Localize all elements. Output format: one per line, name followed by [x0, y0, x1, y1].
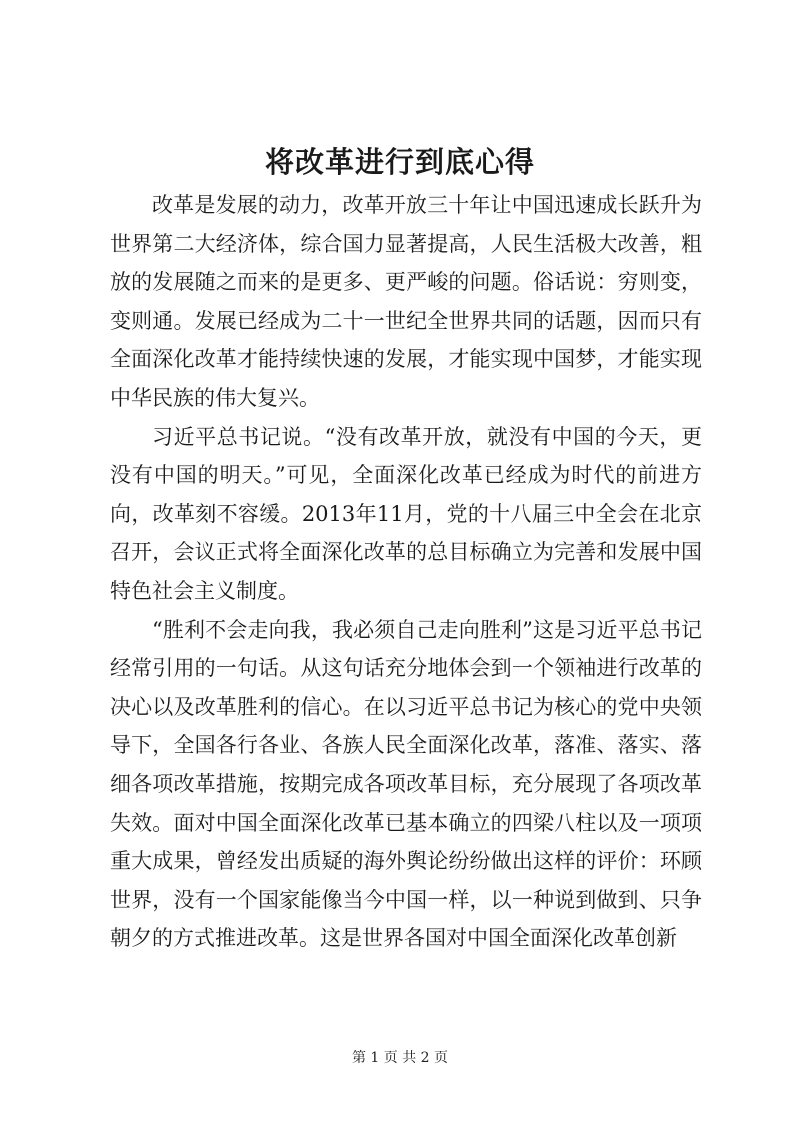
- paragraph-2: 习近平总书记说。“没有改革开放，就没有中国的今天，更没有中国的明天。”可见，全面深化改革已经成为时代的前进方向，改革刻不容缓。2013年11月，党的十八届三中全会在北京召开，会议正式将全面深化改革的总目标确立为完善和发展中国特色社会主义制度。: [110, 424, 702, 603]
- document-title: 将改革进行到底心得: [264, 145, 535, 179]
- document-body: [110, 186, 702, 958]
- page-footer: 第 1 页 共 2 页: [351, 1050, 449, 1066]
- paragraph-1: 改革是发展的动力，改革开放三十年让中国迅速成长跃升为世界第二大经济体，综合国力显著提高，人民生活极大改善，粗放的发展随之而来的是更多、更严峻的问题。俗话说：穷则变，变则通。发展已经成为二十一世纪全世界共同的话题，因而只有全面深化改革才能持续快速的发展，才能实现中国梦，才能实现中华民族的伟大复兴。: [110, 193, 702, 410]
- paragraph-3: “胜利不会走向我，我必须自己走向胜利”这是习近平总书记经常引用的一句话。从这句话充分地体会到一个领袖进行改革的决心以及改革胜利的信心。在以习近平总书记为核心的党中央领导下，全国各行各业、各族人民全面深化改革，落准、落实、落细各项改革措施，按期完成各项改革目标，充分展现了各项改革失效。面对中国全面深化改革已基本确立的四梁八柱以及一项项重大成果，曾经发出质疑的海外舆论纷纷做出这样的评价：环顾世界，没有一个国家能像当今中国一样，以一种说到做到、只争朝夕的方式推进改革。这是世界各国对中国全面深化改革创新: [110, 617, 702, 951]
